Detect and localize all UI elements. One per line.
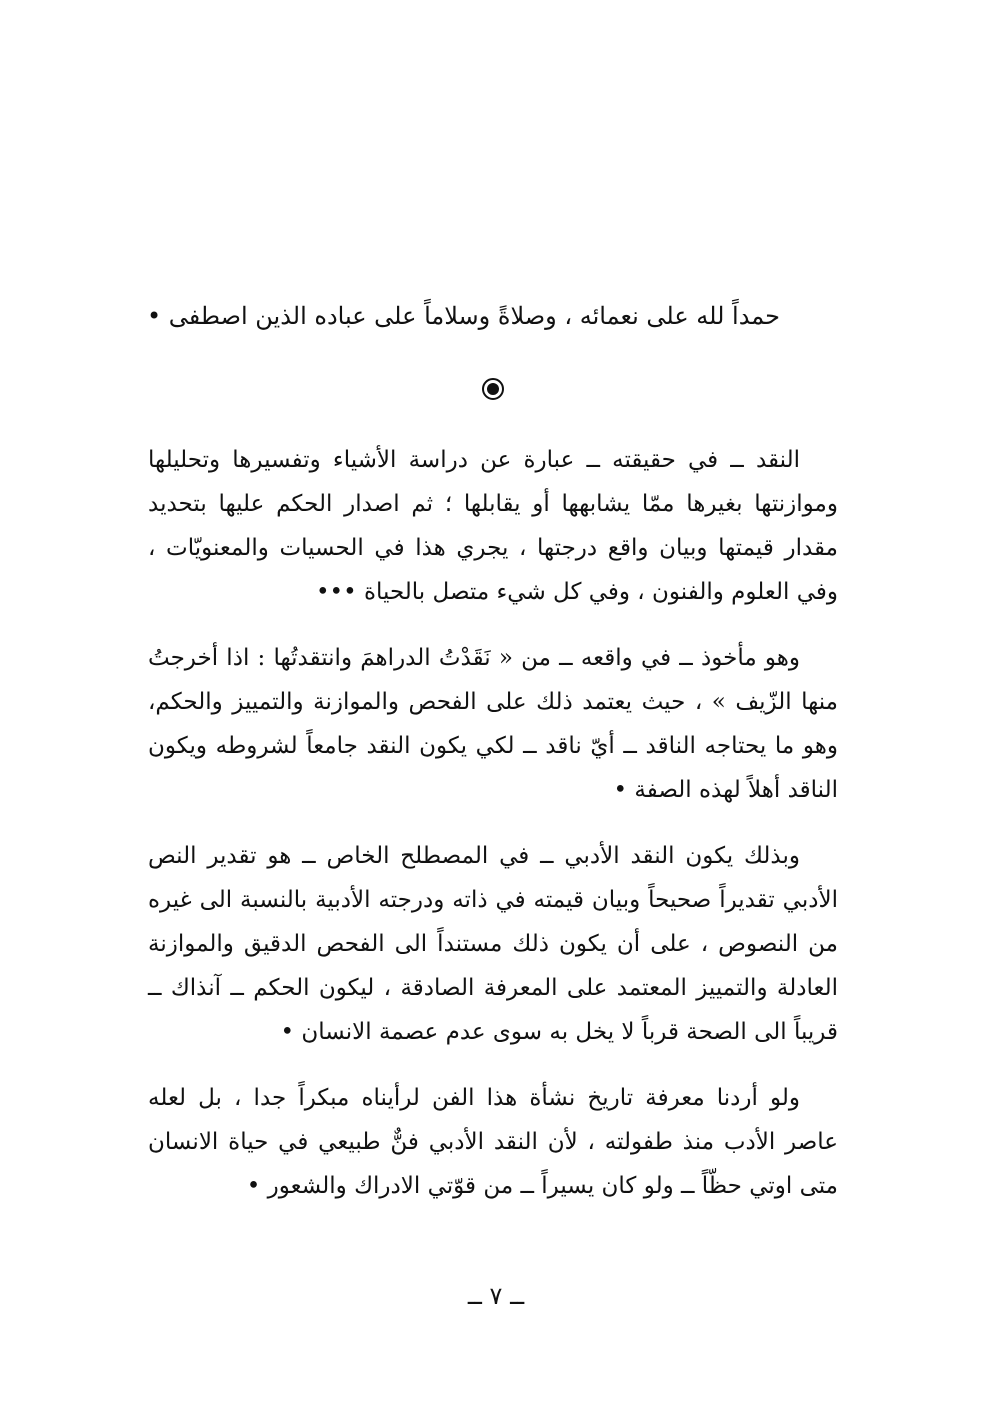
paragraph-2: وهو مأخوذ ــ في واقعه ــ من « نَقَدْتُ الدراهمَ وانتقدتُها : اذا أخرجتُ منها الزّيف » ، حيث يعتمد ذلك على الفحص والموازنة والتمييز والحكم، وهو ما يحتاجه الناقد ــ أيّ ناقد ــ لكي يكون النقد جامعاً لشروطه ويكون الناقد أهلاً لهذه الصفة •	[148, 645, 838, 803]
paragraph-4: ولو أردنا معرفة تاريخ نشأة هذا الفن لرأيناه مبكراً جدا ، بل لعله عاصر الأدب منذ طفولته ، لأن النقد الأدبي فنٌّ طبيعي في حياة الانسان متى اوتي حظّاً ــ ولو كان يسيراً ــ من قوّتي الادراك والشعور •	[148, 1085, 838, 1199]
opening-praise-line: حمداً لله على نعمائه ، وصلاةً وسلاماً على عباده الذين اصطفى •	[146, 302, 780, 330]
paragraph-3: وبذلك يكون النقد الأدبي ــ في المصطلح الخاص ــ هو تقدير النص الأدبي تقديراً صحيحاً وبيان قيمته في ذاته ودرجته الأدبية بالنسبة الى غيره من النصوص ، على أن يكون ذلك مستنداً الى الفحص الدقيق والموازنة العادلة والتمييز المعتمد على المعرفة الصادقة ، ليكون الحكم ــ آنذاك ــ قريباً الى الصحة قرباً لا يخل به سوى عدم عصمة الانسان •	[148, 843, 838, 1045]
page-number: ــ ٧ ــ	[467, 1282, 525, 1310]
circle-dot-icon	[481, 377, 505, 401]
paragraph-1: النقد ــ في حقيقته ــ عبارة عن دراسة الأشياء وتفسيرها وتحليلها وموازنتها بغيرها ممّا يشابهها أو يقابلها ؛ ثم اصدار الحكم عليها بتحديد مقدار قيمتها وبيان واقع درجتها ، يجري هذا في الحسيات والمعنويّات ، وفي العلوم والفنون ، وفي كل شيء متصل بالحياة •••	[148, 447, 838, 605]
body-text	[148, 438, 838, 1230]
